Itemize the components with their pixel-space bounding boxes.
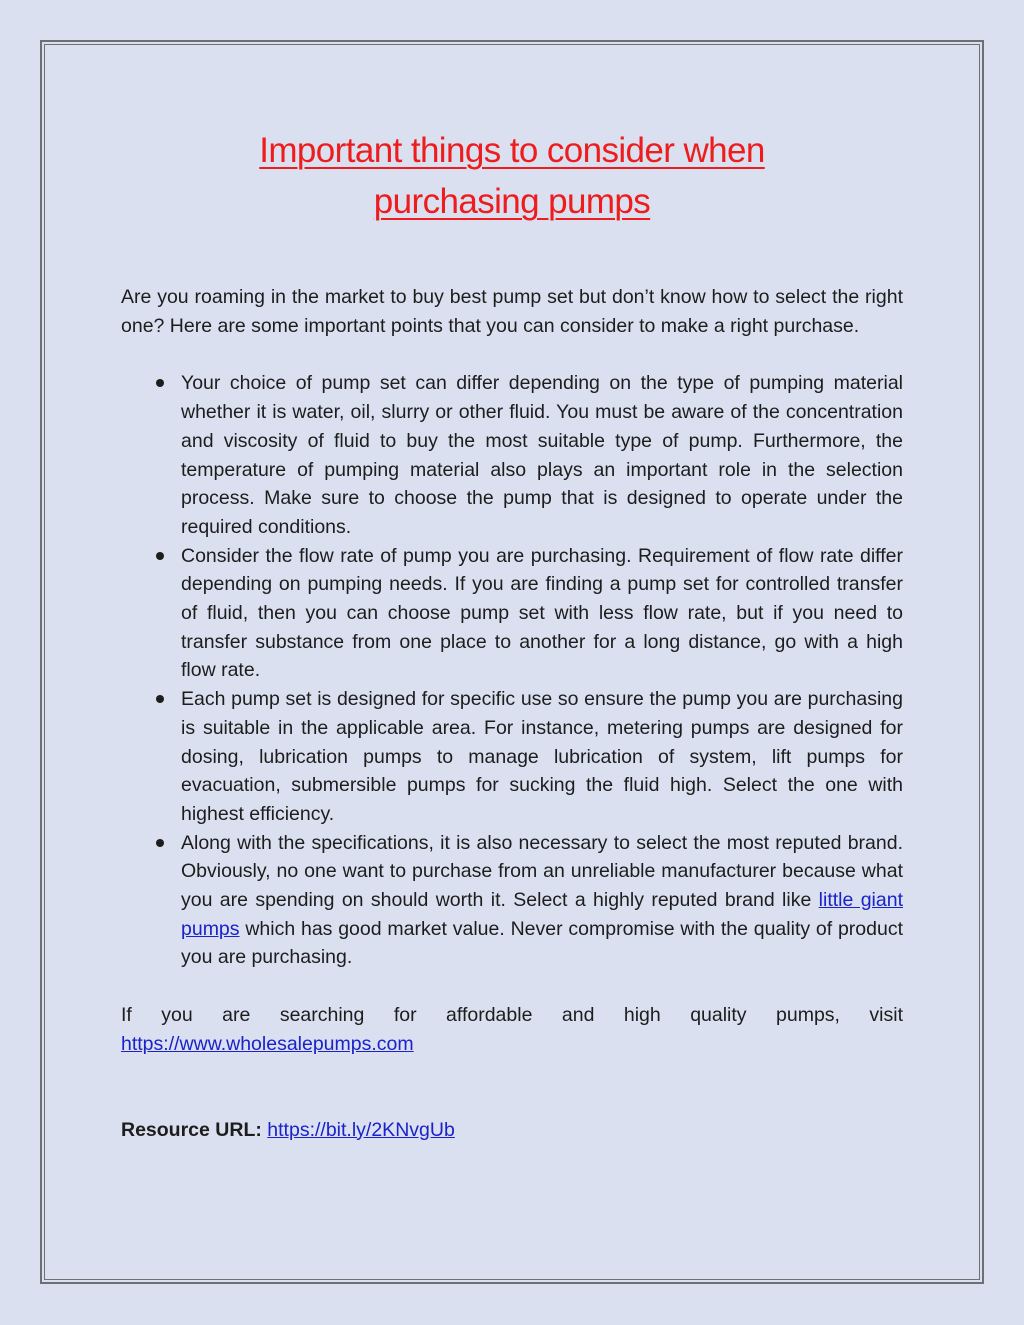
bullet-icon (156, 695, 164, 703)
list-item-text-before-link: Along with the specifications, it is also necessary to select the most reputed brand. Obviously, no one want to purchase from an unreliable manufacturer because what you are spending on should worth it. Select a highly reputed brand like (181, 831, 903, 912)
list-item (181, 829, 903, 973)
bullet-icon (156, 839, 164, 847)
bullet-icon (156, 379, 164, 387)
bullet-icon (156, 552, 164, 560)
list-item-text-after-link: which has good market value. Never compromise with the quality of product you are purchasing. (181, 917, 903, 969)
title-line-2: purchasing pumps (373, 182, 651, 221)
closing-paragraph (121, 1001, 903, 1058)
title-line-1: Important things to consider when (259, 131, 765, 170)
little-giant-pumps-link[interactable]: little giant pumps (181, 889, 903, 940)
list-item-text: Each pump set is designed for specific use so ensure the pump you are purchasing is suitable in the applicable area. For instance, metering pumps are designed for dosing, lubrication pumps to manage lubrication of system, lift pumps for evacuation, submersible pumps for sucking the fluid high. Select the one with highest efficiency. (181, 688, 903, 825)
document-title (121, 125, 903, 227)
resource-url-link[interactable]: https://bit.ly/2KNvgUb (267, 1118, 455, 1141)
wholesalepumps-link[interactable]: https://www.wholesalepumps.com (121, 1032, 414, 1055)
resource-url-label: Resource URL: (121, 1118, 262, 1141)
intro-paragraph: Are you roaming in the market to buy best pump set but don’t know how to select the right one? Here are some important points that you can consider to make a right purchase. (121, 286, 903, 337)
list-item-text: Your choice of pump set can differ depending on the type of pumping material whether it is water, oil, slurry or other fluid. You must be aware of the concentration and viscosity of fluid to buy the most suitable type of pump. Furthermore, the temperature of pumping material also plays an important role in the selection process. Make sure to choose the pump that is designed to operate under the required conditions. (181, 372, 903, 538)
document-body (121, 125, 903, 1144)
resource-url-line (121, 1116, 903, 1145)
list-item (181, 542, 903, 686)
list-item (181, 685, 903, 829)
list-item-text: Consider the flow rate of pump you are purchasing. Requirement of flow rate differ depending on pumping needs. If you are finding a pump set for controlled transfer of fluid, then you can choose pump set with less flow rate, but if you need to transfer substance from one place to another for a long distance, go with a high flow rate. (181, 544, 903, 682)
list-item (181, 369, 903, 541)
bullet-list (121, 369, 903, 972)
closing-text: If you are searching for affordable and high quality pumps, visit (121, 1004, 903, 1027)
